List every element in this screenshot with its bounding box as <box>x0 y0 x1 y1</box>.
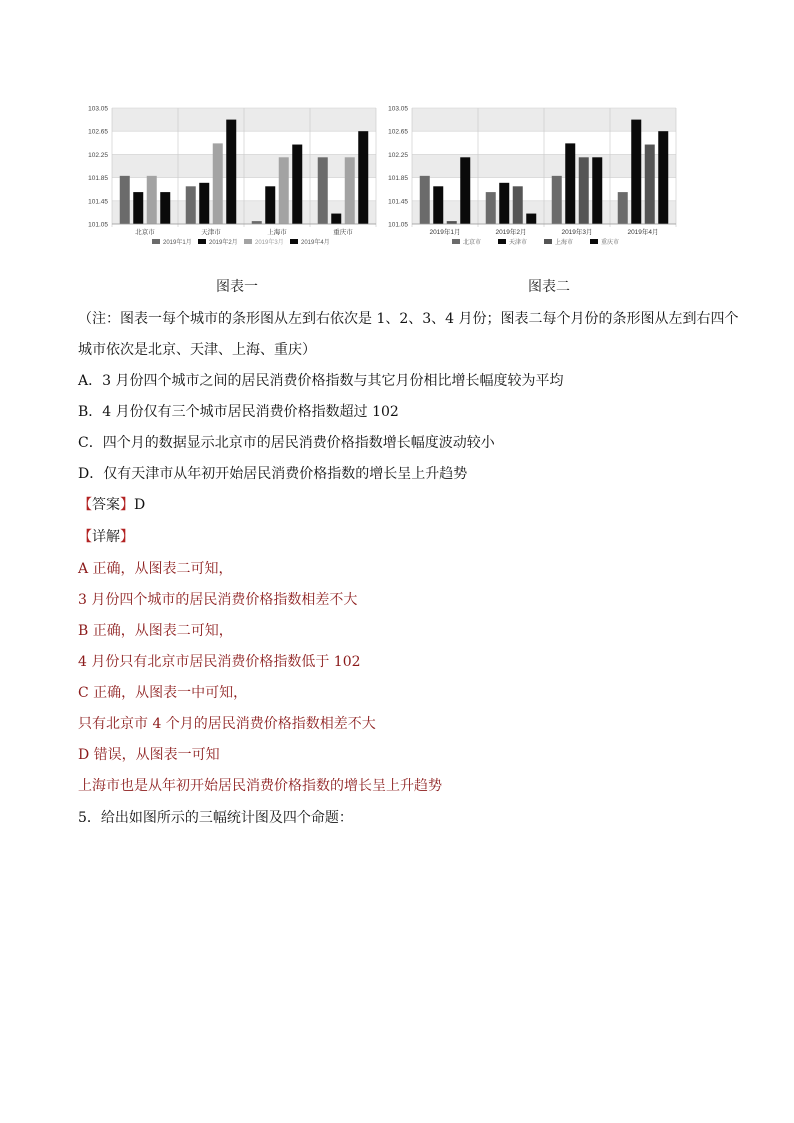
explanation-line: B 正确，从图表二可知， <box>78 623 233 639</box>
y-tick-label: 102.25 <box>88 151 108 159</box>
bar <box>420 176 430 224</box>
legend-swatch <box>244 239 252 244</box>
x-tick-label: 上海市 <box>267 229 287 236</box>
y-tick-label: 101.45 <box>388 198 408 206</box>
detail-heading <box>78 527 134 547</box>
y-tick-label: 101.05 <box>88 221 108 229</box>
explanation-line: 3 月份四个城市的居民消费价格指数相差不大 <box>78 592 358 608</box>
y-tick-label: 101.45 <box>88 198 108 206</box>
legend-swatch <box>152 239 160 244</box>
legend-label: 天津市 <box>509 240 528 246</box>
option-a: A．3 月份四个城市之间的居民消费价格指数与其它月份相比增长幅度较为平均 <box>78 373 564 389</box>
bar <box>592 157 602 224</box>
answer-open-bracket: 【 <box>78 497 92 513</box>
answer-line <box>78 495 145 515</box>
answer-value: D <box>134 497 146 513</box>
bar <box>213 143 223 224</box>
legend-label: 2019年3月 <box>255 240 284 246</box>
y-tick-label: 102.25 <box>388 151 408 159</box>
x-tick-label: 2019年2月 <box>495 229 527 236</box>
bar <box>199 183 209 224</box>
legend-label: 重庆市 <box>601 240 620 246</box>
option-b: B．4 月份仅有三个城市居民消费价格指数超过 102 <box>78 404 399 420</box>
bar <box>147 176 157 224</box>
y-tick-label: 103.05 <box>88 105 108 113</box>
legend-swatch <box>544 239 552 244</box>
y-tick-label: 102.65 <box>88 128 108 136</box>
bar <box>292 145 302 224</box>
x-tick-label: 2019年3月 <box>561 229 593 236</box>
answer-close-bracket: 】 <box>120 497 134 513</box>
explanation-line: 上海市也是从年初开始居民消费价格指数的增长呈上升趋势 <box>78 778 442 794</box>
bar <box>252 221 262 224</box>
bar <box>186 186 196 224</box>
detail-open-bracket: 【 <box>78 529 92 545</box>
bar <box>618 192 628 224</box>
bar <box>120 176 130 224</box>
explanation-line: 4 月份只有北京市居民消费价格指数低于 102 <box>78 654 361 670</box>
bar <box>513 186 523 224</box>
y-tick-label: 101.85 <box>88 175 108 183</box>
legend-swatch <box>290 239 298 244</box>
bar <box>579 157 589 224</box>
legend-swatch <box>452 239 460 244</box>
bar <box>265 186 275 224</box>
x-tick-label: 2019年4月 <box>627 229 659 236</box>
y-tick-label: 101.85 <box>388 175 408 183</box>
legend-label: 上海市 <box>555 240 574 246</box>
y-tick-label: 101.05 <box>388 221 408 229</box>
chart-one-caption: 图表一 <box>216 279 258 295</box>
x-tick-label: 重庆市 <box>333 229 353 236</box>
explanation-line: 只有北京市 4 个月的居民消费价格指数相差不大 <box>78 716 376 732</box>
chart-two-caption: 图表二 <box>528 279 570 295</box>
x-tick-label: 北京市 <box>135 229 155 236</box>
detail-close-bracket: 】 <box>120 529 134 545</box>
y-tick-label: 103.05 <box>388 105 408 113</box>
chart-two <box>384 102 684 252</box>
bar <box>499 183 509 224</box>
chart-one <box>84 102 384 252</box>
explanation-line: C 正确，从图表一中可知， <box>78 685 248 701</box>
x-tick-label: 天津市 <box>201 229 221 236</box>
legend-swatch <box>590 239 598 244</box>
bar <box>345 157 355 224</box>
bar <box>486 192 496 224</box>
explanation-line: A 正确，从图表二可知， <box>78 561 233 577</box>
bar <box>565 143 575 224</box>
bar <box>526 214 536 224</box>
legend-label: 2019年1月 <box>163 240 192 246</box>
legend-label: 2019年4月 <box>301 240 330 246</box>
legend-label: 北京市 <box>463 240 482 246</box>
bar <box>631 120 641 224</box>
x-tick-label: 2019年1月 <box>429 229 461 236</box>
chart-two-svg <box>384 102 684 252</box>
bar <box>460 157 470 224</box>
bar <box>279 157 289 224</box>
bar <box>433 186 443 224</box>
bar <box>226 120 236 224</box>
next-question: 5．给出如图所示的三幅统计图及四个命题： <box>78 810 353 826</box>
answer-label: 答案 <box>92 497 120 513</box>
legend-swatch <box>198 239 206 244</box>
bar <box>552 176 562 224</box>
option-c: C．四个月的数据显示北京市的居民消费价格指数增长幅度波动较小 <box>78 435 495 451</box>
bar <box>645 145 655 224</box>
legend-swatch <box>498 239 506 244</box>
bar <box>358 131 368 224</box>
y-tick-label: 102.65 <box>388 128 408 136</box>
option-d: D．仅有天津市从年初开始居民消费价格指数的增长呈上升趋势 <box>78 466 468 482</box>
bar <box>447 221 457 224</box>
bar <box>133 192 143 224</box>
chart-one-svg <box>84 102 384 252</box>
explanation-line: D 错误，从图表一可知 <box>78 747 220 763</box>
bar <box>331 214 341 224</box>
bar <box>318 157 328 224</box>
legend-label: 2019年2月 <box>209 240 238 246</box>
detail-label: 详解 <box>92 529 120 545</box>
bar <box>160 192 170 224</box>
chart-note: （注：图表一每个城市的条形图从左到右依次是 1、2、3、4 月份；图表二每个月份的条形图从左到右四个 <box>78 311 739 327</box>
bar <box>658 131 668 224</box>
chart-note-continued: 城市依次是北京、天津、上海、重庆） <box>78 342 316 358</box>
